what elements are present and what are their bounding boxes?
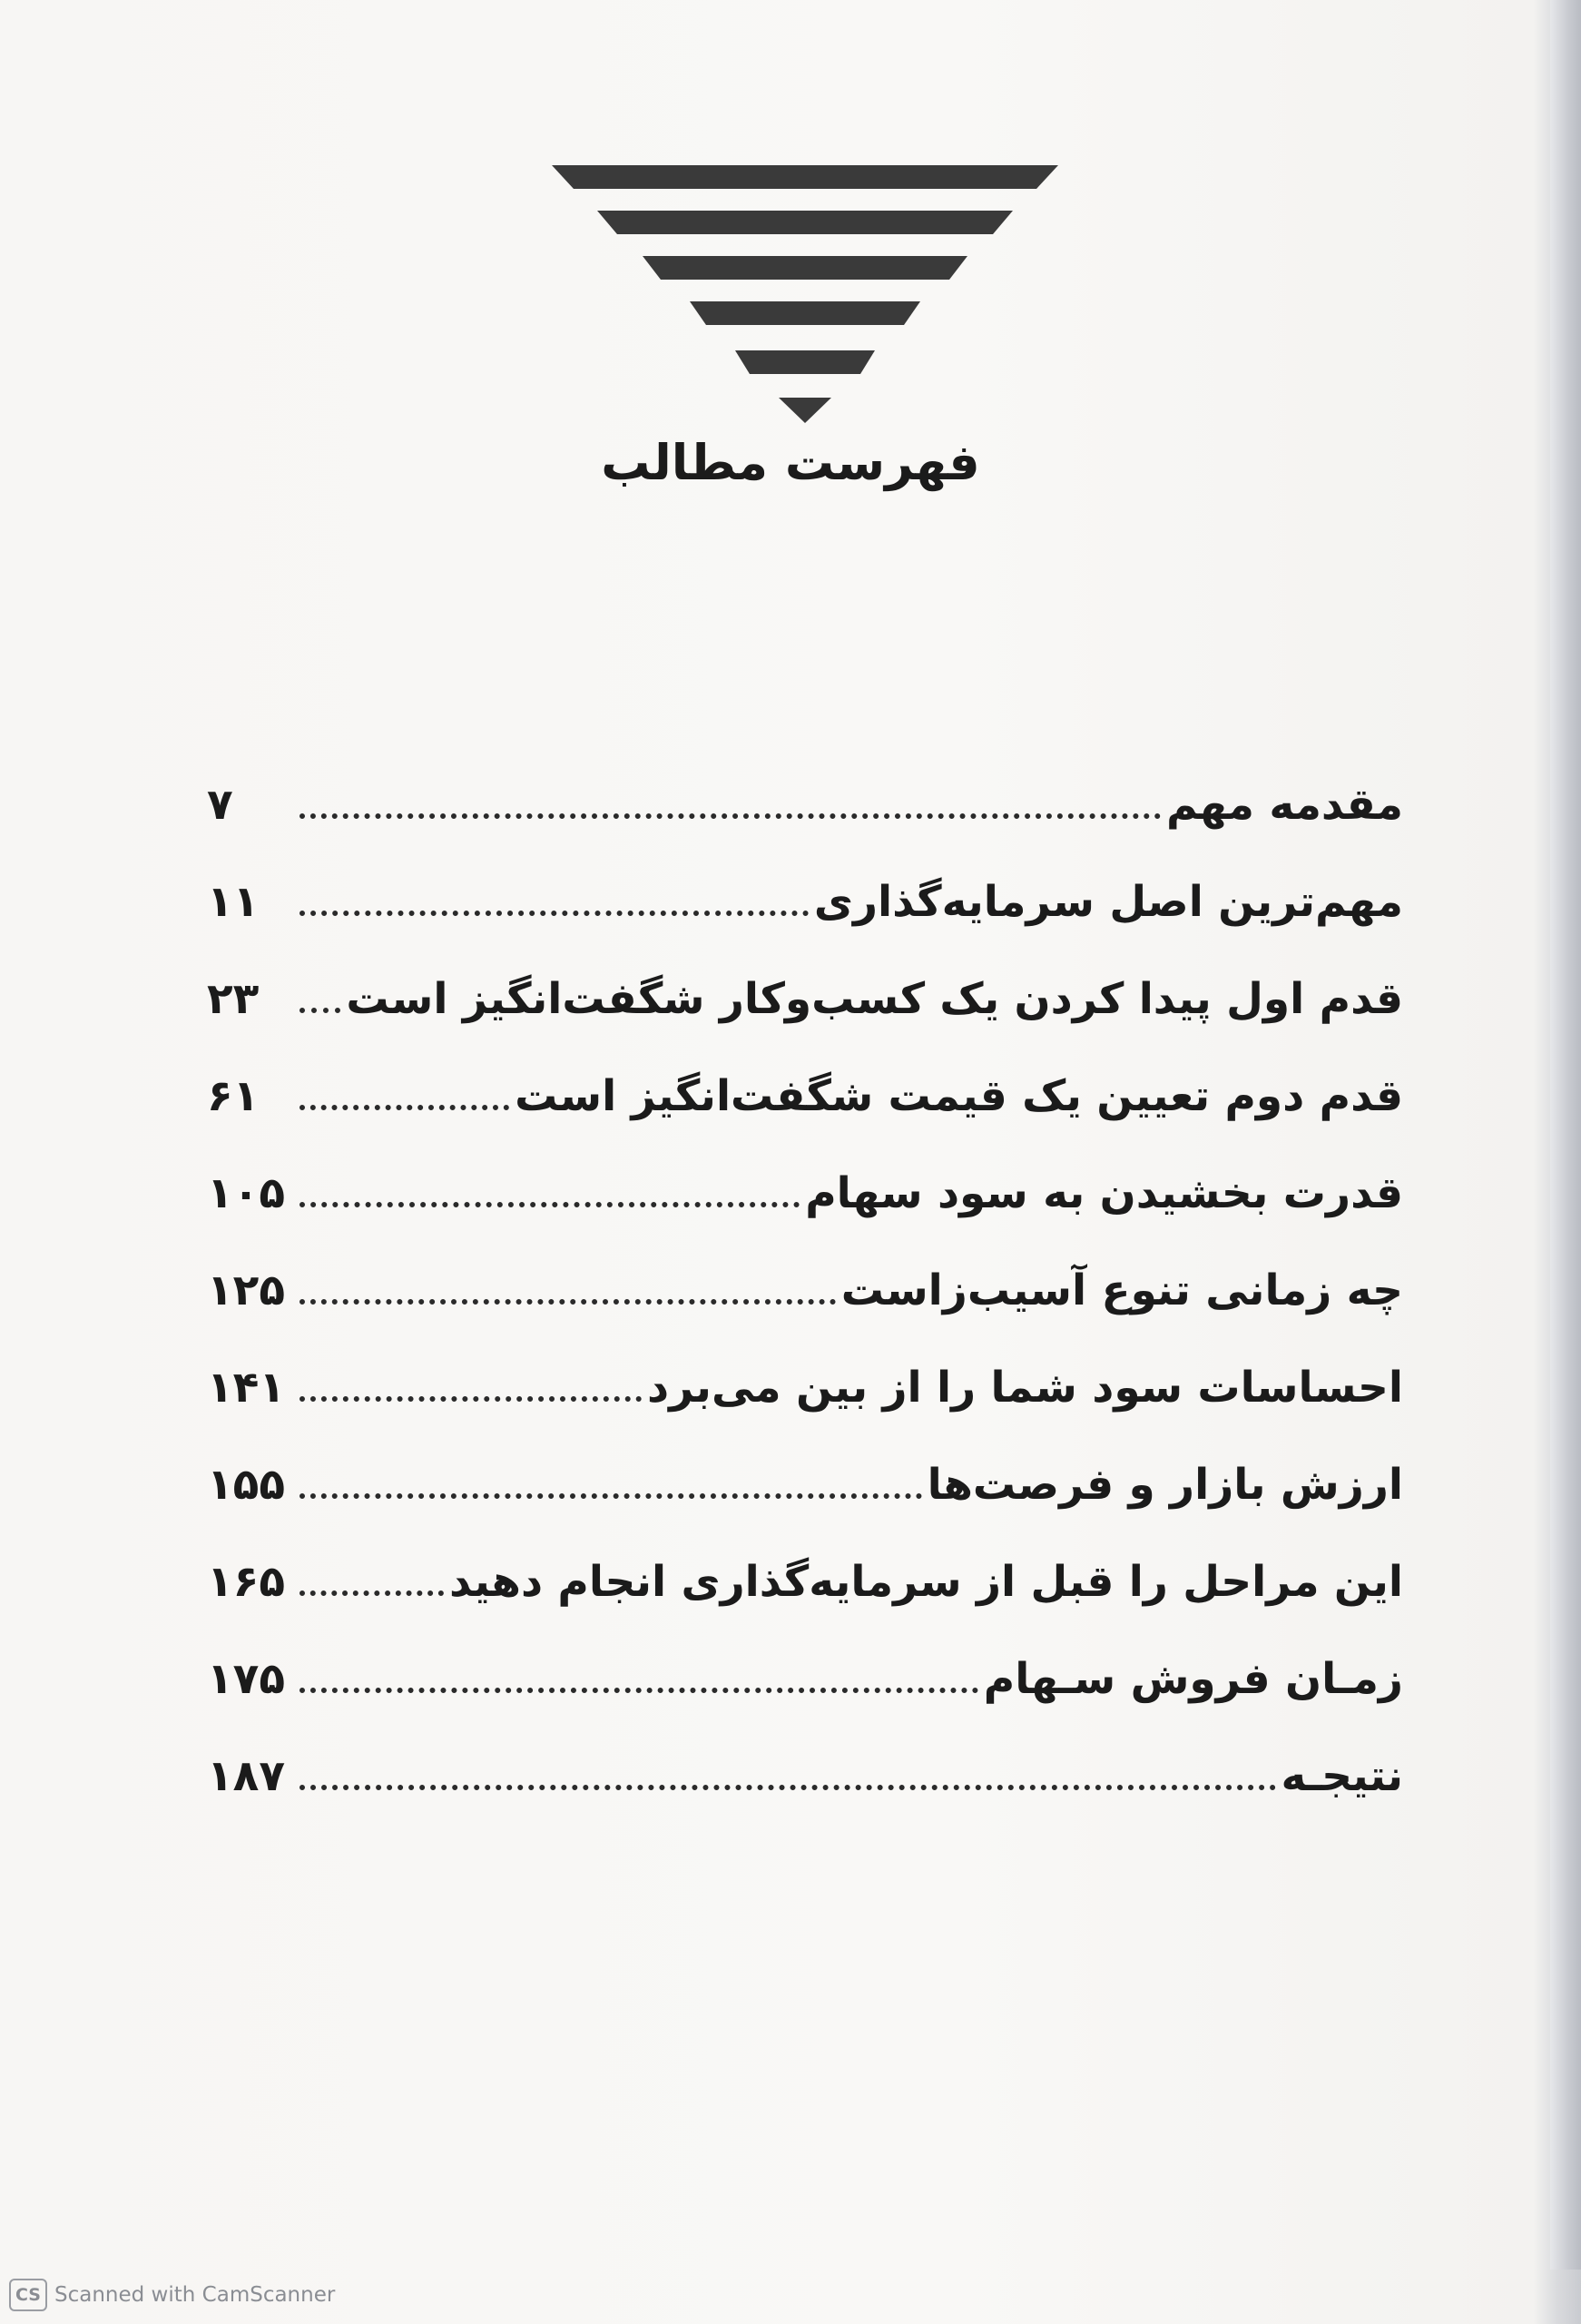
toc-entry-title: این مراحل را قبل از سرمایه‌گذاری انجام دهید [449,1557,1403,1607]
logo-stripe-1 [552,165,1058,189]
toc-leader-dots [300,1202,800,1207]
toc-entry [207,837,1403,934]
toc-entry [207,1323,1403,1420]
toc-entry-page: ۲۳ [207,974,260,1024]
watermark-text: Scanned with CamScanner [54,2283,336,2307]
logo-stripe-3 [643,256,967,280]
page-title: فهرست مطالب [601,434,980,491]
toc-entry [207,1711,1403,1808]
toc-entry [207,1420,1403,1517]
toc-entry-title: مقدمه مهم [1165,780,1403,830]
toc-entry-page: ۱۲۵ [207,1265,286,1315]
toc-entry [207,1614,1403,1711]
toc-leader-dots [300,1299,836,1305]
toc-entry [207,934,1403,1031]
inverted-triangle-stripes-icon [545,160,1065,432]
logo-stripe-2 [597,211,1013,234]
toc-entry-title: قدم اول پیدا کردن یک کسب‌وکار شگفت‌انگیز است [346,974,1403,1024]
logo-stripe-4 [690,301,920,325]
toc-entry-title: احساسات سود شما را از بین می‌برد [646,1363,1403,1413]
toc-entry-title: قدرت بخشیدن به سود سهام [805,1168,1403,1218]
toc-entry-page: ۷ [207,780,233,830]
logo-tip [779,398,831,423]
page-edge-shadow [1550,0,1581,2270]
toc-leader-dots [300,1590,444,1596]
toc-entry-page: ۱۱ [207,877,260,927]
toc-entry-page: ۱۶۵ [207,1557,286,1607]
toc-entry-page: ۱۷۵ [207,1654,286,1704]
toc-entry [207,1031,1403,1128]
toc-entry-title: ارزش بازار و فرصت‌ها [927,1460,1403,1510]
logo-stripe-5 [735,350,875,374]
toc-entry-title: قدم دوم تعیین یک قیمت شگفت‌انگیز است [515,1071,1403,1121]
toc-entry-page: ۱۵۵ [207,1460,286,1510]
toc-leader-dots [300,813,1161,819]
scanner-watermark [9,2277,335,2313]
toc-entry [207,1226,1403,1323]
table-of-contents [207,740,1403,1808]
toc-leader-dots [300,1105,509,1110]
toc-entry-page: ۱۴۱ [207,1363,286,1413]
toc-leader-dots [300,1688,978,1693]
toc-entry [207,740,1403,837]
toc-leader-dots [300,1493,922,1499]
toc-entry-page: ۶۱ [207,1071,260,1121]
toc-leader-dots [300,1008,340,1013]
toc-entry [207,1128,1403,1226]
toc-leader-dots [300,911,809,916]
toc-entry-title: نتیجـه [1281,1751,1403,1801]
toc-leader-dots [300,1396,642,1402]
toc-entry [207,1517,1403,1614]
toc-entry-page: ۱۸۷ [207,1751,286,1801]
toc-entry-page: ۱۰۵ [207,1168,286,1218]
camscanner-logo-icon: CS [9,2279,47,2311]
toc-leader-dots [300,1785,1276,1790]
toc-entry-title: زمـان فروش سـهام [983,1654,1403,1704]
toc-entry-title: چه زمانی تنوع آسیب‌زاست [840,1265,1403,1315]
toc-entry-title: مهم‌ترین اصل سرمایه‌گذاری [813,877,1403,927]
